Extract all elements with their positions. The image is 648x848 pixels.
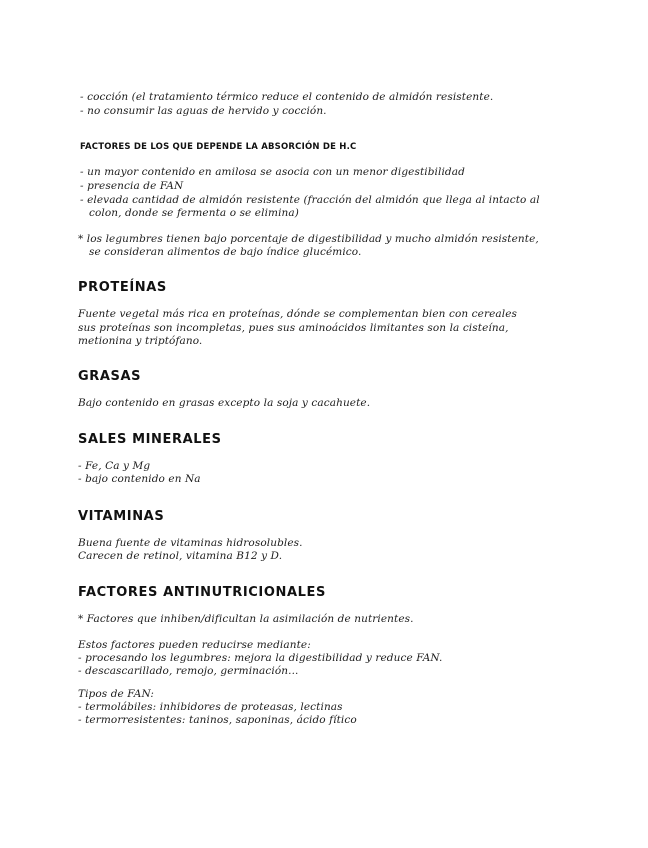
proteinas-line-2: sus proteínas son incompletas, pues sus aminoácidos limitantes son la cisteína, (78, 322, 509, 334)
legumbres-note-line-1: * los legumbres tienen bajo porcentaje de digestibilidad y mucho almidón resistente, (78, 233, 539, 245)
grasas-heading: GRASAS (78, 369, 142, 384)
factores-hc-line-1: - un mayor contenido en amilosa se asocia con un menor digestibilidad (80, 166, 465, 178)
antinutricionales-line-7: - termorresistentes: taninos, saponinas, ácido fítico (78, 714, 357, 726)
legumbres-note-line-2: se consideran alimentos de bajo índice glucémico. (89, 246, 362, 258)
antinutricionales-line-6: - termolábiles: inhibidores de proteasas, lectinas (78, 701, 343, 713)
factores-hc-line-3: - elevada cantidad de almidón resistente (fracción del almidón que llega al intacto al (80, 194, 540, 206)
coccion-line-2: - no consumir las aguas de hervido y cocción. (80, 105, 327, 117)
antinutricionales-line-3: - procesando los legumbres: mejora la digestibilidad y reduce FAN. (78, 652, 443, 664)
proteinas-heading: PROTEÍNAS (78, 280, 167, 295)
grasas-line-1: Bajo contenido en grasas excepto la soja y cacahuete. (78, 397, 371, 409)
antinutricionales-line-5: Tipos de FAN: (78, 688, 155, 700)
factores-hc-heading: FACTORES DE LOS QUE DEPENDE LA ABSORCIÓN DE H.C (80, 142, 357, 152)
factores-hc-line-2: - presencia de FAN (80, 180, 184, 192)
sales-line-2: - bajo contenido en Na (78, 473, 201, 485)
coccion-line-1: - cocción (el tratamiento térmico reduce el contenido de almidón resistente. (80, 91, 494, 103)
vitaminas-line-1: Buena fuente de vitaminas hidrosolubles. (78, 537, 303, 549)
antinutricionales-line-2: Estos factores pueden reducirse mediante: (78, 639, 311, 651)
antinutricionales-line-4: - descascarillado, remojo, germinación... (78, 665, 299, 677)
factores-hc-line-4: colon, donde se fermenta o se elimina) (89, 207, 299, 219)
vitaminas-line-2: Carecen de retinol, vitamina B12 y D. (78, 550, 283, 562)
antinutricionales-line-1: * Factores que inhiben/dificultan la asimilación de nutrientes. (78, 613, 414, 625)
proteinas-line-3: metionina y triptófano. (78, 335, 203, 347)
sales-minerales-heading: SALES MINERALES (78, 432, 222, 447)
antinutricionales-heading: FACTORES ANTINUTRICIONALES (78, 585, 326, 600)
proteinas-line-1: Fuente vegetal más rica en proteínas, dónde se complementan bien con cereales (78, 308, 518, 320)
sales-line-1: - Fe, Ca y Mg (78, 460, 151, 472)
vitaminas-heading: VITAMINAS (78, 509, 165, 524)
